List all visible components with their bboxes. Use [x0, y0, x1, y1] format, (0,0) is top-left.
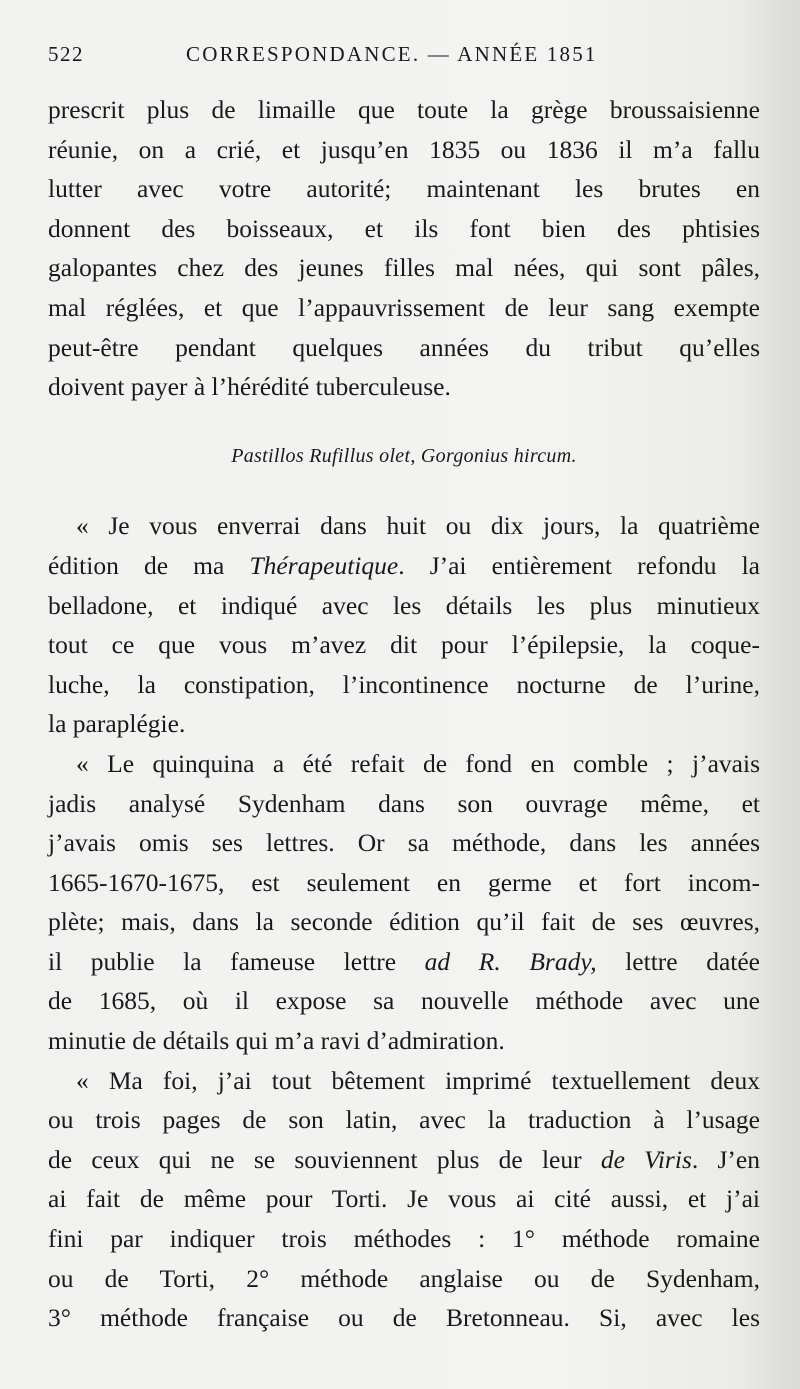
text-line: donnent des boisseaux, et ils font bien des phtisies [48, 213, 760, 243]
epigraph: Pastillos Rufillus olet, Gorgonius hircum. [231, 444, 577, 467]
page-number: 522 [48, 42, 84, 66]
text-line: 3° méthode française ou de Bretonneau. Si, avec les [48, 1303, 760, 1333]
text-line: belladone, et indiqué avec les détails les plus minutieux [48, 590, 760, 620]
text-line: doivent payer à l’hérédité tuberculeuse. [48, 372, 451, 402]
text-line: de 1685, où il expose sa nouvelle méthode avec une [48, 986, 760, 1016]
text-line: tout ce que vous m’avez dit pour l’épilepsie, la coque- [48, 630, 760, 660]
text-line: réunie, on a crié, et jusqu’en 1835 ou 1836 il m’a fallu [48, 134, 760, 164]
text-line: peut-être pendant quelques années du tribut qu’elles [48, 332, 760, 362]
running-head: CORRESPONDANCE. — ANNÉE 1851 [186, 42, 598, 66]
text-line: jadis analysé Sydenham dans son ouvrage même, et [48, 788, 760, 818]
text-line: ou trois pages de son latin, avec la traduction à l’usage [48, 1105, 760, 1135]
text-line [48, 546, 760, 586]
text-line: j’avais omis ses lettres. Or sa méthode, dans les années [48, 828, 760, 858]
text-run: édition de ma [48, 550, 250, 580]
text-line: ai fait de même pour Torti. Je vous ai cité aussi, et j’ai [48, 1184, 760, 1214]
text-run: il publie la fameuse lettre [48, 946, 425, 976]
text-line: la paraplégie. [48, 709, 186, 739]
text-line: mal réglées, et que l’appauvrissement de leur sang exempte [48, 292, 760, 322]
text-run: . J’ai entièrement refondu la [398, 550, 760, 580]
paragraph-3 [48, 744, 760, 1061]
page-header [48, 42, 760, 72]
text-line: plète; mais, dans la seconde édition qu’il fait de ses œuvres, [48, 907, 760, 937]
body-text [48, 90, 760, 1338]
text-line: galopantes chez des jeunes filles mal nées, qui sont pâles, [48, 253, 760, 283]
text-line: minutie de détails qui m’a ravi d’admiration. [48, 1026, 505, 1056]
paragraph-2 [48, 506, 760, 744]
text-line: « Je vous enverrai dans huit ou dix jours, la quatrième [76, 511, 760, 541]
text-line [48, 1140, 760, 1180]
text-line: 1665-1670-1675, est seulement en germe et fort incom- [48, 867, 760, 897]
text-line: « Le quinquina a été refait de fond en comble ; j’avais [76, 748, 760, 778]
text-run: lettre datée [596, 946, 761, 976]
text-line: fini par indiquer trois méthodes : 1° méthode romaine [48, 1224, 760, 1254]
text-line: lutter avec votre autorité; maintenant les brutes en [48, 174, 760, 204]
text-run: . J’en [691, 1144, 760, 1174]
paragraph-1 [48, 90, 760, 407]
text-line: ou de Torti, 2° méthode anglaise ou de Sydenham, [48, 1263, 760, 1293]
italic-title: de Viris [600, 1144, 692, 1174]
paragraph-4 [48, 1061, 760, 1338]
italic-title: ad R. Brady, [424, 946, 597, 976]
italic-title: Thérapeutique [249, 550, 399, 580]
text-run: de ceux qui ne se souviennent plus de leur [48, 1144, 601, 1174]
text-line: « Ma foi, j’ai tout bêtement imprimé textuellement deux [76, 1065, 760, 1095]
text-line [48, 942, 760, 982]
text-line: prescrit plus de limaille que toute la grège broussaisienne [48, 95, 760, 124]
text-line: luche, la constipation, l’incontinence nocturne de l’urine, [48, 669, 760, 699]
